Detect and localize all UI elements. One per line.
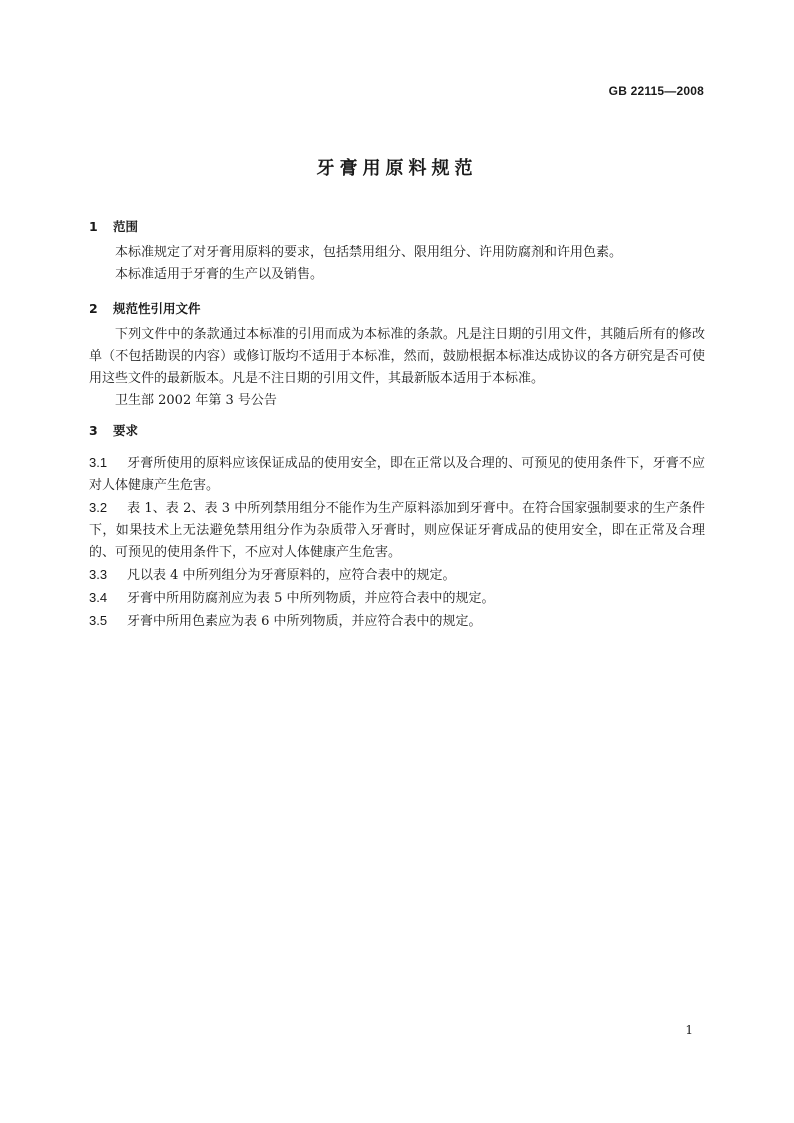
section-heading <box>89 420 705 442</box>
section-heading <box>89 216 705 238</box>
section-normative-references <box>89 298 705 412</box>
section-title: 要求 <box>113 423 139 438</box>
section-title: 规范性引用文件 <box>113 301 201 316</box>
paragraph: 下列文件中的条款通过本标准的引用而成为本标准的条款。凡是注日期的引用文件，其随后所有的修改单（不包括勘误的内容）或修订版均不适用于本标准，然而，鼓励根据本标准达成协议的各方研究是否可使用这些文件的最新版本。凡是不注日期的引用文件，其最新版本适用于本标准。 <box>89 327 705 386</box>
clause-text: 凡以表 4 中所列组分为牙膏原料的，应符合表中的规定。 <box>127 568 456 583</box>
document-body <box>89 216 705 633</box>
clause <box>89 564 705 587</box>
clause-number: 3.3 <box>89 567 108 582</box>
paragraph: 本标准规定了对牙膏用原料的要求，包括禁用组分、限用组分、许用防腐剂和许用色素。 <box>115 245 623 260</box>
clause-text: 牙膏所使用的原料应该保证成品的使用安全，即在正常以及合理的、可预见的使用条件下，牙膏不应对人体健康产生危害。 <box>89 456 705 493</box>
paragraph: 卫生部 2002 年第 3 号公告 <box>115 393 277 408</box>
clause <box>89 452 705 497</box>
section-heading <box>89 298 705 320</box>
section-number: 2 <box>89 301 98 316</box>
spacer <box>89 412 705 420</box>
section-scope <box>89 216 705 286</box>
clause-number: 3.4 <box>89 590 108 605</box>
clause-number: 3.5 <box>89 613 108 628</box>
spacer <box>89 442 705 452</box>
clause <box>89 610 705 633</box>
section-title: 范围 <box>113 219 139 234</box>
section-number: 1 <box>89 219 98 234</box>
clause <box>89 497 705 564</box>
clause-number: 3.1 <box>89 455 108 470</box>
paragraph: 本标准适用于牙膏的生产以及销售。 <box>115 267 324 282</box>
section-number: 3 <box>89 423 98 438</box>
clause-text: 表 1、表 2、表 3 中所列禁用组分不能作为生产原料添加到牙膏中。在符合国家强制要求的生产条件下，如果技术上无法避免禁用组分作为杂质带入牙膏时，则应保证牙膏成品的使用安全，即在正常及合理的、可预见的使用条件下，不应对人体健康产生危害。 <box>89 501 705 560</box>
clause-text: 牙膏中所用色素应为表 6 中所列物质，并应符合表中的规定。 <box>127 614 482 629</box>
page-number: 1 <box>685 1023 693 1037</box>
document-title: 牙膏用原料规范 <box>316 158 478 179</box>
standard-code: GB 22115—2008 <box>608 84 704 98</box>
clause-text: 牙膏中所用防腐剂应为表 5 中所列物质，并应符合表中的规定。 <box>127 591 495 606</box>
section-requirements <box>89 420 705 633</box>
clause-number: 3.2 <box>89 500 108 515</box>
clause <box>89 587 705 610</box>
